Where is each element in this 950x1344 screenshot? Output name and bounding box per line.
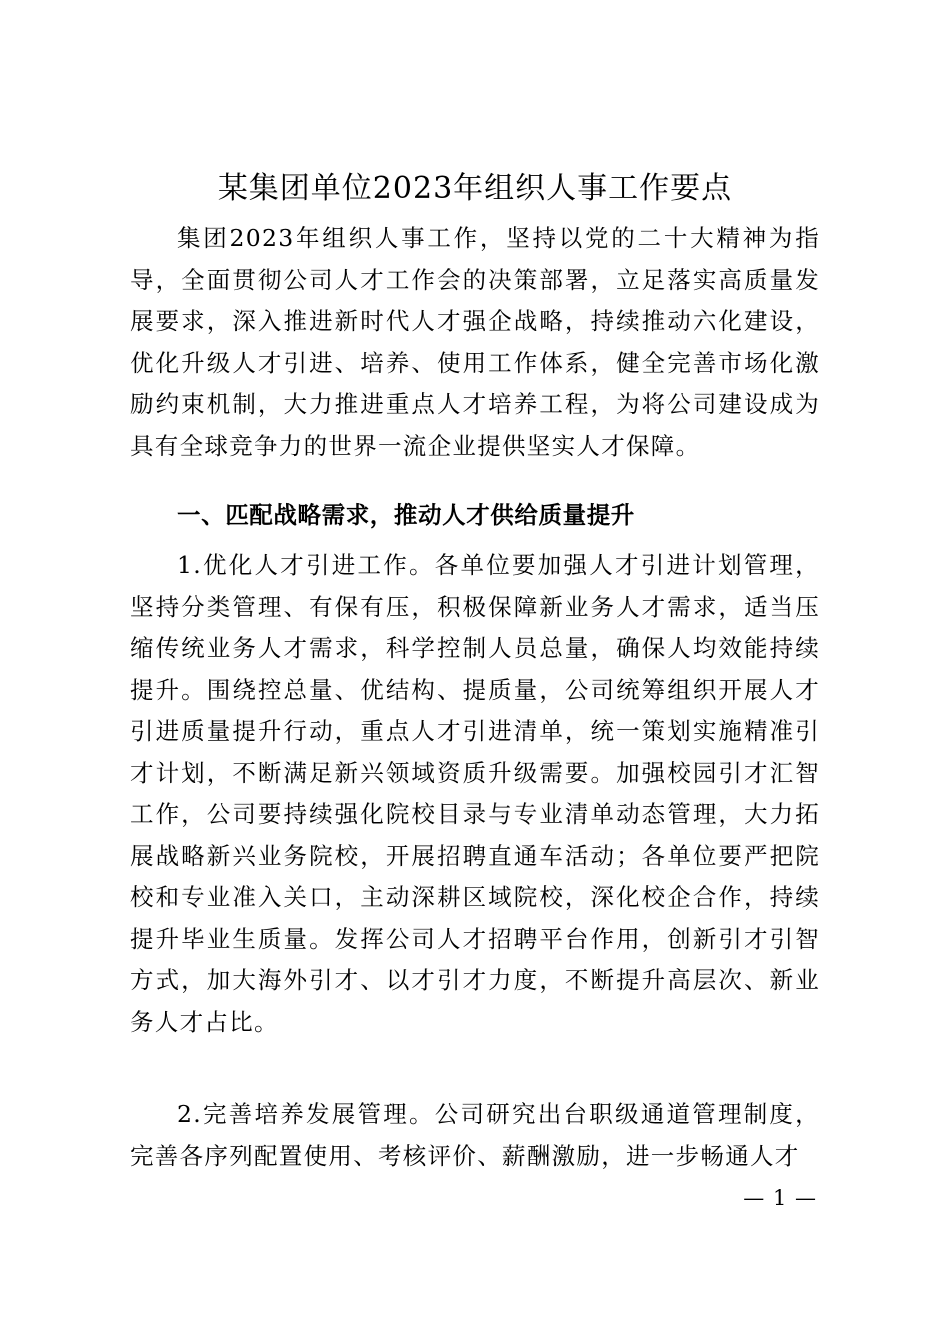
page-number: — 1 — (743, 1186, 817, 1210)
document-title: 某集团单位2023年组织人事工作要点 (217, 171, 733, 206)
intro-paragraph: 集团2023年组织人事工作，坚持以党的二十大精神为指导，全面贯彻公司人才工作会的决策部署，立足落实高质量发展要求，深入推进新时代人才强企战略，持续推动六化建设，优化升级人才引进、培养、使用工作体系，健全完善市场化激励约束机制，大力推进重点人才培养工程，为将公司建设成为具有全球竞争力的世界一流企业提供坚实人才保障。 (130, 224, 820, 460)
section-heading-1: 一、匹配战略需求，推动人才供给质量提升 (177, 501, 635, 529)
item-paragraph-2: 2.完善培养发展管理。公司研究出台职级通道管理制度，完善各序列配置使用、考核评价、薪酬激励，进一步畅通人才 (130, 1100, 820, 1170)
item-paragraph-1: 1.优化人才引进工作。各单位要加强人才引进计划管理，坚持分类管理、有保有压，积极保障新业务人才需求，适当压缩传统业务人才需求，科学控制人员总量，确保人均效能持续提升。围绕控总量、优结构、提质量，公司统筹组织开展人才引进质量提升行动，重点人才引进清单，统一策划实施精准引才计划，不断满足新兴领域资质升级需要。加强校园引才汇智工作，公司要持续强化院校目录与专业清单动态管理，大力拓展战略新兴业务院校，开展招聘直通车活动；各单位要严把院校和专业准入关口，主动深耕区域院校，深化校企合作，持续提升毕业生质量。发挥公司人才招聘平台作用，创新引才引智方式，加大海外引才、以才引才力度，不断提升高层次、新业务人才占比。 (130, 551, 820, 1036)
